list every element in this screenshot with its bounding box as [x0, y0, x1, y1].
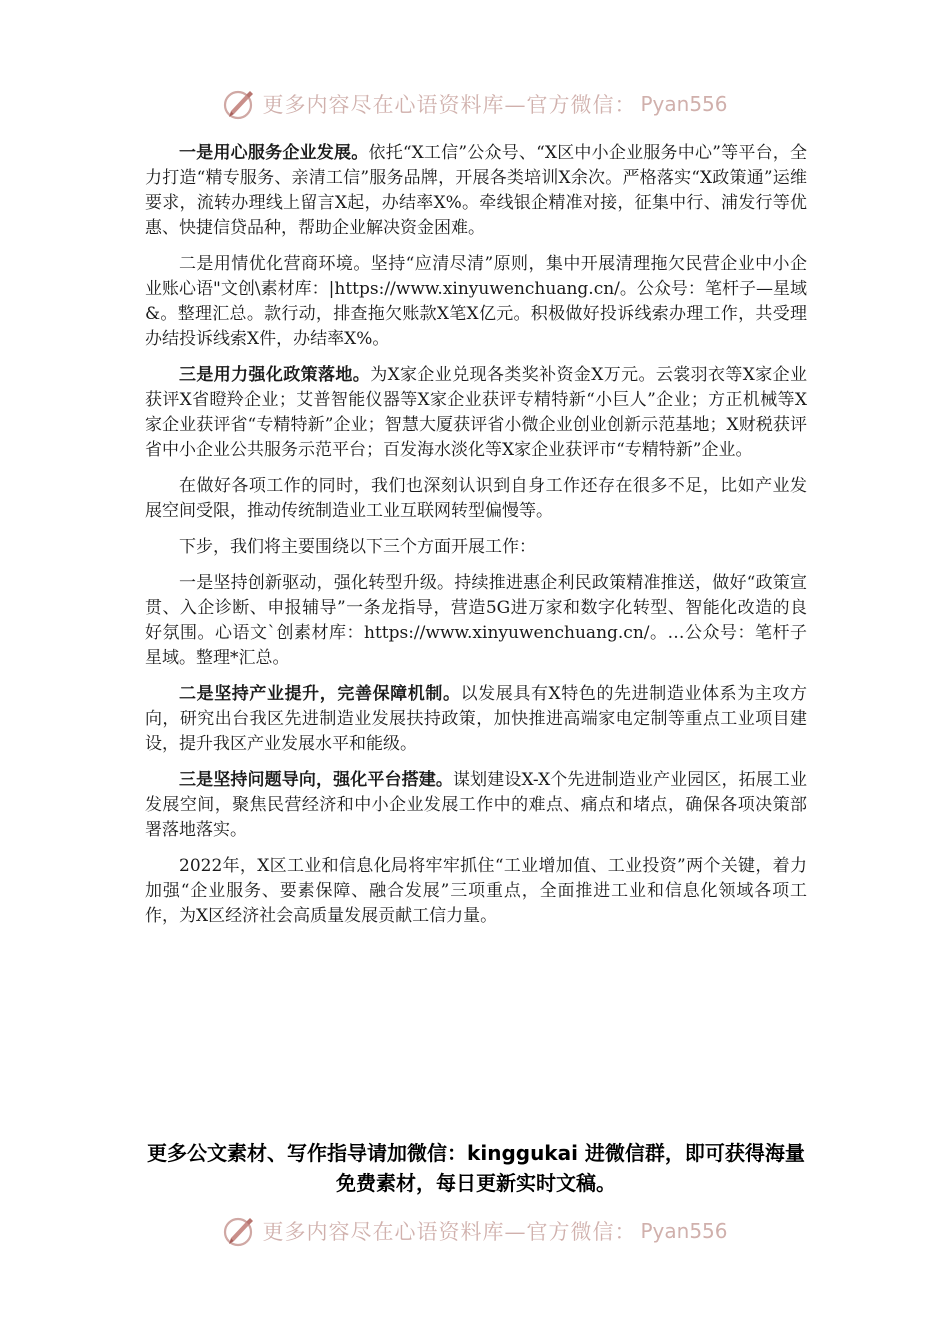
header-watermark	[0, 84, 950, 124]
paragraph	[145, 854, 807, 929]
paragraph-text: 为X家企业兑现各类奖补资金X万元。云裳羽衣等X家企业获评X省瞪羚企业；艾普智能仪器等X家企业获评专精特新“小巨人”企业；方正机械等X家企业获评省“专精特新”企业；智慧大厦获评省小微企业创业创新示范基地；X财税获评省中小企业公共服务示范平台；百发海水淡化等X家企业获评市“专精特新”企业。	[145, 365, 807, 460]
paragraph	[145, 682, 807, 757]
paragraph	[145, 363, 807, 463]
paragraph	[145, 252, 807, 352]
paragraph-lead: 二是坚持产业提升，完善保障机制。	[179, 684, 461, 704]
watermark-text: 更多内容尽在心语资料库—官方微信：	[262, 1220, 637, 1244]
paragraph-lead: 三是用力强化政策落地。	[179, 365, 371, 385]
paragraph-lead: 一是用心服务企业发展。	[179, 143, 369, 163]
paragraph-text: 一是坚持创新驱动，强化转型升级。持续推进惠企利民政策精准推送，做好“政策宣贯、入企诊断、申报辅导”一条龙指导，营造5G进万家和数字化转型、智能化改造的良好氛围。心语文`创素材库：https://www.xinyuwenchuang.cn/。…公众号：笔杆子星域。整理*汇总。	[145, 573, 807, 668]
paragraph-text: 依托“X工信”公众号、“X区中小企业服务中心”等平台，全力打造“精专服务、亲清工信”服务品牌，开展各类培训X余次。严格落实“X政策通”运维要求，流转办理线上留言X起，办结率X%。牵线银企精准对接，征集中行、浦发行等优惠、快捷信贷品种，帮助企业解决资金困难。	[145, 143, 808, 238]
paragraph	[145, 141, 807, 241]
footer-note: 更多公文素材、写作指导请加微信：kinggukai 进微信群，即可获得海量免费素材，每日更新实时文稿。	[147, 1141, 805, 1195]
watermark-brand: Pyan556	[640, 1219, 728, 1243]
paragraph-text: 在做好各项工作的同时，我们也深刻认识到自身工作还存在很多不足，比如产业发展空间受限，推动传统制造业工业互联网转型偏慢等。	[145, 476, 807, 521]
pen-logo-icon	[222, 87, 256, 121]
watermark-text: 更多内容尽在心语资料库—官方微信：	[262, 93, 637, 117]
paragraph-text: 以发展具有X特色的先进制造业体系为主攻方向，研究出台我区先进制造业发展扶持政策，加快推进高端家电定制等重点工业项目建设，提升我区产业发展水平和能级。	[145, 684, 808, 754]
paragraph-text: 2022年，X区工业和信息化局将牢牢抓住“工业增加值、工业投资”两个关键，着力加强“企业服务、要素保障、融合发展”三项重点，全面推进工业和信息化领域各项工作，为X区经济社会高质量发展贡献工信力量。	[145, 856, 807, 926]
pen-logo-icon	[222, 1214, 256, 1248]
document-body	[145, 141, 807, 940]
paragraph	[145, 474, 807, 524]
paragraph-text: 谋划建设X-X个先进制造业产业园区，拓展工业发展空间，聚焦民营经济和中小企业发展工作中的难点、痛点和堵点，确保各项决策部署落地落实。	[145, 770, 807, 840]
paragraph-text: 下步，我们将主要围绕以下三个方面开展工作：	[179, 537, 536, 557]
paragraph-text: 二是用情优化营商环境。坚持“应清尽清”原则，集中开展清理拖欠民营企业中小企业账心语"文创\素材库：|https://www.xinyuwenchuang.cn/。公众号：笔杆子—星域&。整理汇总。款行动，排查拖欠账款X笔X亿元。积极做好投诉线索办理工作，共受理办结投诉线索X件，办结率X%。	[145, 254, 807, 349]
paragraph	[145, 571, 807, 671]
paragraph	[145, 535, 807, 560]
paragraph	[145, 768, 807, 843]
watermark-brand: Pyan556	[640, 92, 728, 116]
footer-watermark	[0, 1211, 950, 1251]
paragraph-lead: 三是坚持问题导向，强化平台搭建。	[179, 770, 453, 790]
